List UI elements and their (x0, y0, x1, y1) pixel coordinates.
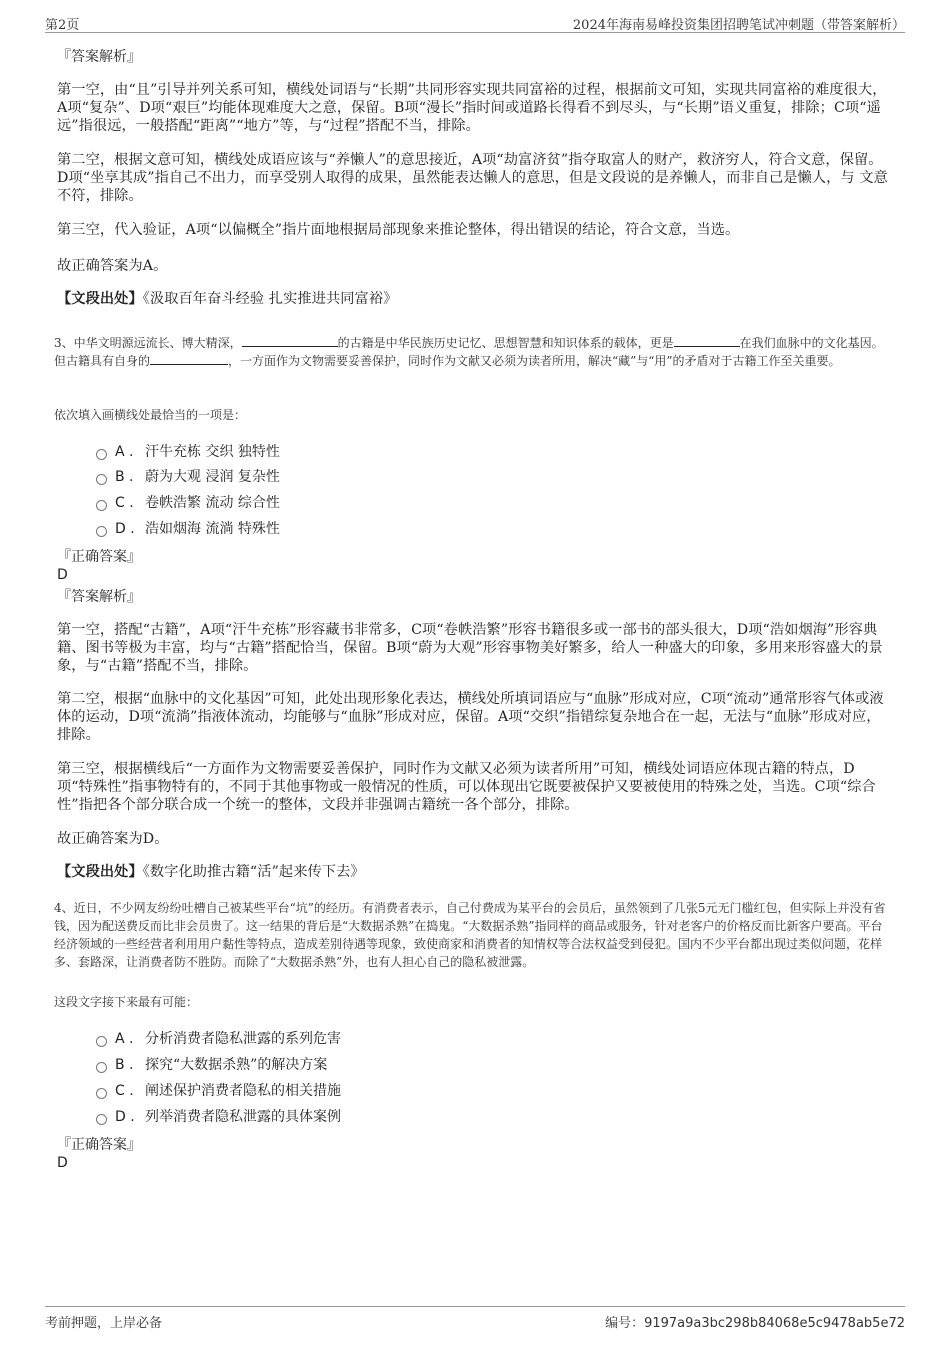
q3-analysis-p1: 第一空，搭配“古籍”，A项“汗牛充栋”形容藏书非常多，C项“卷帙浩繁”形容书籍很多或一部书的部头很大，D项“浩如烟海”形容典籍、图书等极为丰富，均与“古籍”搭配恰当，保留。B项“蔚为大观”形容事物美好繁多，给人一种盛大的印象，多用来形容盛大的景象，与“古籍”搭配不当，排除。 (57, 622, 883, 674)
q3-source-label: 【文段出处】 (57, 864, 143, 880)
q3-option-d[interactable]: D . 浩如烟海 流淌 特殊性 (96, 520, 280, 538)
page-footer (45, 1306, 905, 1329)
q3-prompt: 依次填入画横线处最恰当的一项是： (54, 408, 247, 422)
q3-conclusion: 故正确答案为D。 (57, 831, 169, 847)
q4-option-a[interactable]: A . 分析消费者隐私泄露的系列危害 (96, 1030, 341, 1048)
radio-icon[interactable] (96, 474, 107, 485)
q3-option-c[interactable]: C . 卷帙浩繁 流动 综合性 (96, 494, 280, 512)
q3-blank-1 (242, 334, 338, 347)
q2-analysis-p1: 第一空，由“且”引导并列关系可知，横线处词语与“长期”共同形容实现共同富裕的过程，根据前文可知，实现共同富裕的难度很大，A项“复杂”、D项“艰巨”均能体现难度大之意，保留。B项“漫长”指时间或道路长得看不到尽头，与“长期”语义重复，排除；C项“遥远”指很远，一般搭配“距离”“地方”等，与“过程”搭配不当，排除。 (57, 82, 887, 134)
q3-source-title: 《数字化助推古籍“活”起来传下去》 (142, 864, 365, 880)
q2-analysis-label: 『答案解析』 (57, 49, 141, 65)
q2-conclusion: 故正确答案为A。 (57, 258, 168, 274)
q3-stem-c: 在我们血脉中的文化基因。但古籍具有自身的 (54, 336, 884, 368)
q3-source (57, 863, 888, 881)
q3-correct-answer: D (57, 567, 68, 583)
document-id (605, 1312, 905, 1331)
q3-analysis-p3: 第三空，根据横线后“一方面作为文物需要妥善保护，同时作为文献又必须为读者所用”可知，横线处词语应体现古籍的特点，D项“特殊性”指事物特有的，不同于其他事物或一般情况的性质，可以体现出它既要被保护又要被使用的特殊之处，当选。C项“综合性”指把各个部分联合成一个统一的整体，文段并非强调古籍统一各个部分，排除。 (57, 761, 876, 813)
q4-prompt: 这段文字接下来最有可能： (54, 995, 199, 1009)
q3-stem-d: ，一方面作为文物需要妥善保护，同时作为文献又必须为读者所用，解决“藏”与“用”的矛盾对于古籍工作至关重要。 (228, 354, 841, 368)
radio-icon[interactable] (96, 1062, 107, 1073)
q4-option-c[interactable]: C . 阐述保护消费者隐私的相关措施 (96, 1082, 341, 1100)
radio-icon[interactable] (96, 449, 107, 460)
radio-icon[interactable] (96, 526, 107, 537)
q4-option-d[interactable]: D . 列举消费者隐私泄露的具体案例 (96, 1108, 341, 1126)
q4-option-b[interactable]: B . 探究“大数据杀熟”的解决方案 (96, 1056, 327, 1074)
document-id-value: 9197a9a3bc298b84068e5c9478ab5e72 (644, 1316, 905, 1331)
q4-correct-answer: D (57, 1155, 68, 1171)
q3-stem (54, 334, 888, 370)
q3-analysis-label: 『答案解析』 (57, 589, 141, 605)
document-title: 2024年海南易峰投资集团招聘笔试冲刺题（带答案解析） (572, 18, 905, 33)
q2-analysis-p2: 第二空，根据文意可知，横线处成语应该与“养懒人”的意思接近，A项“劫富济贫”指夺取富人的财产，救济穷人，符合文意，保留。D项“坐享其成”指自己不出力，而享受别人取得的成果，虽然能表达懒人的意思，但是文段说的是养懒人，而非自己是懒人，与 文意 不符，排除。 (57, 152, 888, 204)
q3-correct-label: 『正确答案』 (57, 549, 141, 565)
q4-stem: 4、近日，不少网友纷纷吐槽自己被某些平台“坑”的经历。有消费者表示，自己付费成为某平台的会员后，虽然领到了几张5元无门槛红包，但实际上并没有省钱，因为配送费反而比非会员贵了。这一结果的背后是“大数据杀熟”在捣鬼。“大数据杀熟”指同样的商品或服务，针对老客户的价格反而比新客户要高。平台经济领域的一些经营者利用用户黏性等特点，造成差别待遇等现象，致使商家和消费者的知情权等合法权益受到侵犯。国内不少平台都出现过类似问题，花样多、套路深，让消费者防不胜防。而除了“大数据杀熟”外，也有人担心自己的隐私被泄露。 (54, 901, 886, 969)
page-header (45, 8, 905, 33)
radio-icon[interactable] (96, 500, 107, 511)
q2-source-title: 《汲取百年奋斗经验 扎实推进共同富裕》 (142, 291, 398, 307)
q3-analysis-p2: 第二空，根据“血脉中的文化基因”可知，此处出现形象化表达，横线处所填词语应与“血脉”形成对应，C项“流动”通常形容气体或液体的运动，D项“流淌”指液体流动，均能够与“血脉”形成对应，保留。A项“交织”指错综复杂地合在一起，无法与“血脉”形成对应，排除。 (57, 691, 884, 743)
q2-analysis-p3: 第三空，代入验证，A项“以偏概全”指片面地根据局部现象来推论整体，得出错误的结论，符合文意，当选。 (57, 222, 740, 238)
q4-correct-label: 『正确答案』 (57, 1137, 141, 1153)
q3-option-b[interactable]: B . 蔚为大观 浸润 复杂性 (96, 468, 280, 486)
q3-blank-2 (674, 334, 740, 347)
q3-stem-a: 3、中华文明源远流长、博大精深， (54, 336, 242, 350)
document-id-label: 编号： (605, 1316, 645, 1331)
q2-source-label: 【文段出处】 (57, 291, 143, 307)
radio-icon[interactable] (96, 1036, 107, 1047)
radio-icon[interactable] (96, 1088, 107, 1099)
footer-slogan: 考前押题，上岸必备 (45, 1316, 163, 1331)
page-number: 第2页 (45, 18, 80, 33)
q3-stem-b: 的古籍是中华民族历史记忆、思想智慧和知识体系的载体，更是 (337, 336, 674, 350)
q2-source (57, 290, 888, 308)
radio-icon[interactable] (96, 1114, 107, 1125)
q3-blank-3 (150, 352, 228, 365)
q3-option-a[interactable]: A . 汗牛充栋 交织 独特性 (96, 443, 280, 461)
